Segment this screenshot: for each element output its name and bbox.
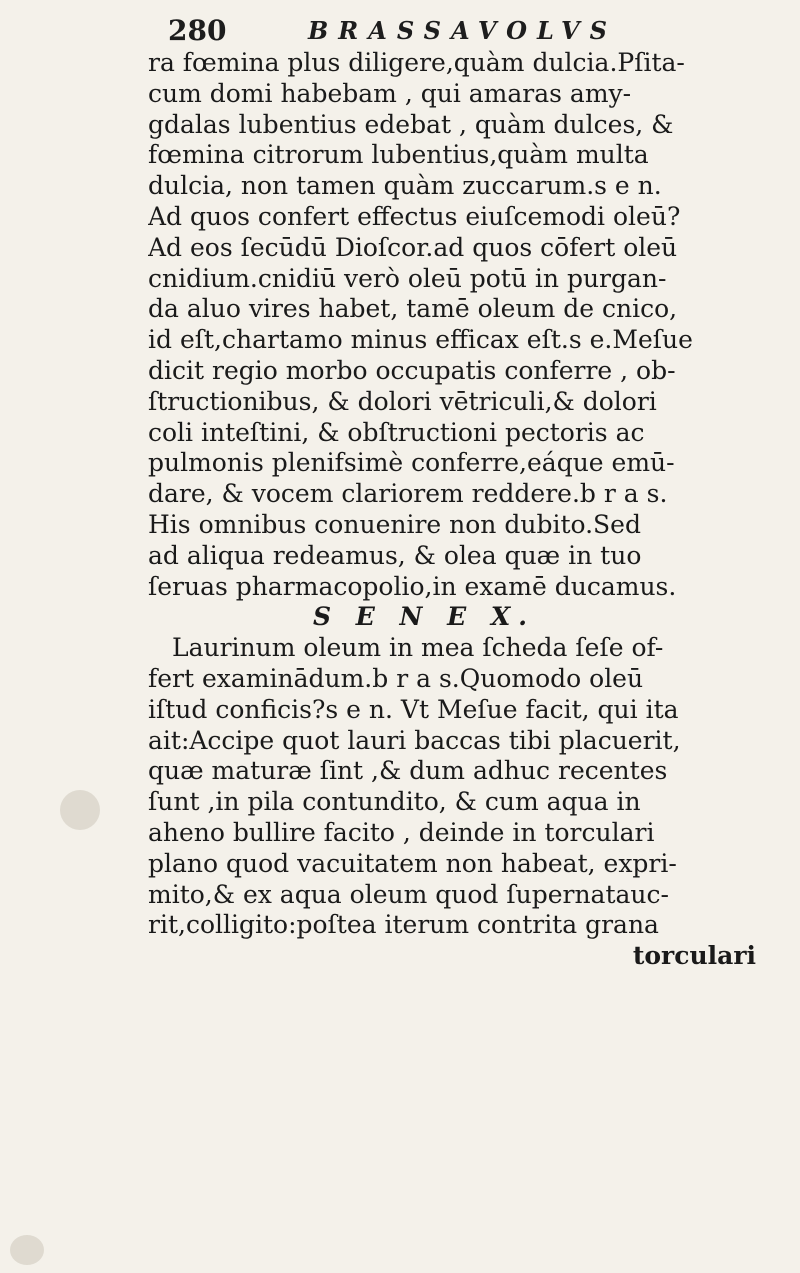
text-line: da aluo vires habet, tamē oleum de cnico, — [148, 294, 678, 324]
text-line: gdalas lubentius edebat , quàm dulces, & — [148, 109, 674, 139]
text-line: iſtud conficis?s e n. Vt Meſue facit, qui ita — [148, 694, 679, 724]
text-line: ſtructionibus, & dolori vētriculi,& dolori — [148, 386, 657, 416]
text-line: rit,colligito:poſtea iterum contrita grana — [148, 910, 659, 940]
text-line: dare, & vocem clariorem reddere.b r a s. — [148, 479, 668, 509]
text-line: ait:Accipe quot lauri baccas tibi placuerit, — [148, 725, 681, 755]
text-line: fœmina citrorum lubentius,quàm multa — [148, 140, 649, 170]
page-number: 280 — [168, 14, 227, 47]
running-head: BRASSAVOLVS — [308, 16, 617, 45]
text-line: cnidium.cnidiū verò oleū potū in purgan- — [148, 263, 667, 293]
text-line: ſeruas pharmacopolio,in examē ducamus. — [148, 571, 677, 601]
text-line: dulcia, non tamen quàm zuccarum.s e n. — [148, 171, 662, 201]
text-line: ad aliqua redeamus, & olea quæ in tuo — [148, 540, 642, 570]
text-line: Laurinum oleum in mea ſcheda ſeſe of- — [172, 633, 664, 663]
text-line: quæ maturæ ſint ,& dum adhuc recentes — [148, 756, 668, 786]
text-line: id eſt,chartamo minus efficax eſt.s e.Meſue — [148, 325, 693, 355]
text-line: dicit regio morbo occupatis conferre , ob- — [148, 355, 676, 385]
text-line: Ad eos ſecūdū Dioſcor.ad quos cōfert oleū — [148, 232, 678, 262]
speaker-heading: S E N E X. — [313, 602, 535, 632]
text-line: fert examinādum.b r a s.Quomodo oleū — [148, 663, 644, 693]
paper-stain — [10, 1235, 44, 1265]
text-line: aheno bullire facito , deinde in torculari — [148, 817, 655, 847]
text-line: pulmonis plenifsimè conferre,eáque emū- — [148, 448, 675, 478]
text-line: plano quod vacuitatem non habeat, expri- — [148, 848, 677, 878]
text-line: ſunt ,in pila contundito, & cum aqua in — [148, 787, 641, 817]
text-line: coli inteſtini, & obſtructioni pectoris ac — [148, 417, 645, 447]
paper-stain — [60, 790, 100, 830]
catchword: torculari — [632, 941, 756, 971]
text-line: cum domi habebam , qui amaras amy- — [148, 78, 632, 108]
text-line: Ad quos confert effectus eiuſcemodi oleū? — [148, 201, 681, 231]
text-block — [148, 48, 768, 972]
text-line: His omnibus conuenire non dubito.Sed — [148, 509, 641, 539]
text-line: ra fœmina plus diligere,quàm dulcia.Pſita- — [148, 48, 685, 77]
text-line: mito,& ex aqua oleum quod ſupernatauc- — [148, 879, 669, 909]
